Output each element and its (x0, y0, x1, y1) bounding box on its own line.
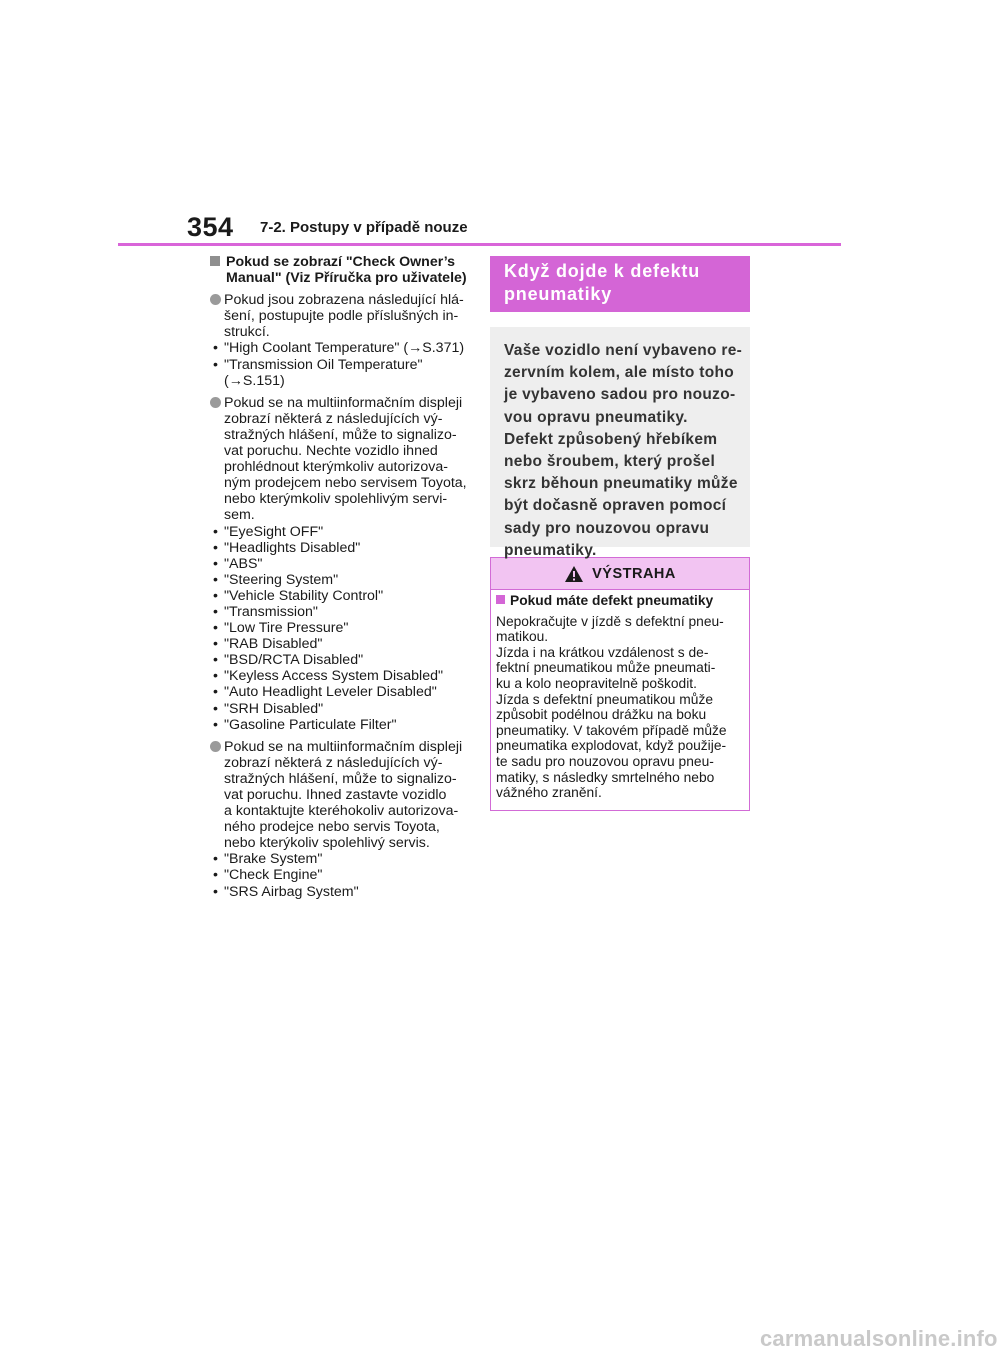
warning-subheading (496, 593, 743, 609)
list-item (210, 357, 472, 389)
list-item (210, 851, 472, 867)
warning-line: Jízda s defektní pneumatikou může (496, 691, 714, 707)
paragraph-line: nebo kterýkoliv spolehlivý servis. (224, 835, 430, 852)
list-item-text: (→S.151) (224, 372, 285, 389)
header-rule (118, 243, 841, 246)
intro-line: vou opravu pneumatiky. (504, 408, 688, 426)
bullet-dot-icon: • (213, 571, 218, 588)
section-heading-line: Manual" (Viz Příručka pro uživatele) (226, 270, 467, 287)
square-bullet-icon (496, 595, 505, 604)
paragraph-line: a kontaktujte kteréhokoliv autorizova- (224, 803, 459, 820)
warning-subheading-text: Pokud máte defekt pneumatiky (510, 593, 714, 608)
list-item (210, 668, 472, 684)
intro-line: být dočasně opraven pomocí (504, 497, 727, 515)
bullet-dot-icon: • (213, 356, 218, 373)
list-item-text: "BSD/RCTA Disabled" (224, 652, 364, 669)
intro-line: skrz běhoun pneumatiky může (504, 475, 738, 493)
warning-line: fektní pneumatikou může pneumati- (496, 660, 716, 676)
paragraph-line: nebo kterýmkoliv spolehlivým servi- (224, 491, 448, 508)
list-item-text: "Steering System" (224, 571, 339, 588)
paragraph (210, 395, 472, 733)
bullet-dot-icon: • (213, 539, 218, 556)
warning-triangle-icon (564, 565, 584, 583)
bullet-dot-icon: • (213, 883, 218, 900)
left-column (210, 254, 472, 900)
warning-box (490, 557, 750, 811)
message-list (210, 340, 472, 388)
banner-title-line: pneumatiky (504, 284, 613, 304)
intro-line: nebo šroubem, který prošel (504, 453, 716, 471)
intro-line: zervním kolem, ale místo toho (504, 364, 735, 382)
bullet-dot-icon: • (213, 340, 218, 357)
list-item-text: "SRH Disabled" (224, 700, 324, 717)
paragraph-line: šení, postupujte podle příslušných in- (224, 308, 459, 325)
list-item-text: "Brake System" (224, 851, 323, 868)
bullet-dot-icon: • (213, 587, 218, 604)
paragraph-line: ného prodejce nebo servis Toyota, (224, 819, 440, 836)
bullet-dot-icon: • (213, 867, 218, 884)
list-item (210, 524, 472, 540)
paragraph-line: stražných hlášení, může to signalizo- (224, 426, 457, 443)
right-column (490, 256, 750, 811)
bullet-dot-icon: • (213, 555, 218, 572)
warning-line: te sadu pro nouzovou opravu pneu- (496, 753, 714, 769)
paragraph (210, 739, 472, 900)
watermark-logo: carmanualsonline.info (760, 1326, 998, 1351)
paragraph-line: prohlédnout kterýmkoliv autorizova- (224, 459, 448, 476)
section-heading (210, 254, 472, 286)
list-item-text: "Gasoline Particulate Filter" (224, 716, 397, 733)
list-item (210, 867, 472, 883)
intro-line: je vybaveno sadou pro nouzo- (504, 386, 736, 404)
round-bullet-icon (210, 741, 221, 752)
paragraph-line: vat poruchu. Nechte vozidlo ihned (224, 443, 438, 460)
square-bullet-icon (210, 256, 220, 266)
list-item-text: "Check Engine" (224, 867, 323, 884)
warning-line: vážného zranění. (496, 785, 602, 801)
warning-line: matiky, s následky smrtelného nebo (496, 769, 715, 785)
paragraph-line: strukcí. (224, 324, 270, 341)
paragraph-line: zobrazí některá z následujících vý- (224, 754, 443, 771)
round-bullet-icon (210, 294, 221, 305)
section-heading-line: Pokud se zobrazí "Check Owner’s (226, 254, 456, 270)
message-list (210, 524, 472, 733)
intro-box (490, 327, 750, 559)
warning-header (491, 558, 749, 590)
bullet-dot-icon: • (213, 700, 218, 717)
list-item (210, 636, 472, 652)
intro-line: sady pro nouzovou opravu (504, 519, 710, 537)
warning-line: způsobit podélnou drážku na boku (496, 707, 707, 723)
paragraph-line: sem. (224, 507, 255, 524)
bullet-dot-icon: • (213, 716, 218, 733)
list-item (210, 340, 472, 356)
list-item-text: "EyeSight OFF" (224, 523, 324, 540)
paragraph-line: stražných hlášení, může to signalizo- (224, 770, 457, 787)
list-item-text: "Transmission" (224, 603, 318, 620)
banner-title-line: Když dojde k defektu (504, 261, 701, 281)
paragraph-list (210, 292, 472, 899)
list-item-text: "Headlights Disabled" (224, 539, 361, 556)
chapter-title: 7-2. Postupy v případě nouze (260, 219, 468, 236)
intro-line: pneumatiky. (504, 541, 597, 559)
list-item (210, 701, 472, 717)
warning-line: ku a kolo neopravitelně poškodit. (496, 675, 697, 691)
warning-text (496, 614, 743, 801)
warning-line: matikou. (496, 629, 549, 645)
list-item (210, 684, 472, 700)
list-item-text: "High Coolant Temperature" (→S.371) (224, 340, 465, 357)
paragraph-line: Pokud se na multiinformačním displeji (224, 394, 463, 411)
bullet-dot-icon: • (213, 684, 218, 701)
paragraph-line: zobrazí některá z následujících vý- (224, 410, 443, 427)
intro-line: Vaše vozidlo není vybaveno re- (504, 342, 743, 359)
list-item (210, 652, 472, 668)
bullet-dot-icon: • (213, 668, 218, 685)
list-item-text: "ABS" (224, 555, 263, 572)
bullet-dot-icon: • (213, 620, 218, 637)
list-item-text: "Keyless Access System Disabled" (224, 668, 444, 685)
intro-text (504, 340, 743, 562)
section-title-banner (490, 256, 750, 312)
paragraph-line: ným prodejcem nebo servisem Toyota, (224, 475, 467, 492)
list-item (210, 556, 472, 572)
warning-title: VÝSTRAHA (592, 565, 676, 582)
warning-line: pneumatiky. V takovém případě může (496, 722, 727, 738)
list-item-text: "Vehicle Stability Control" (224, 587, 384, 604)
list-item (210, 884, 472, 900)
list-item (210, 604, 472, 620)
warning-body (491, 590, 749, 801)
list-item (210, 588, 472, 604)
paragraph-line: vat poruchu. Ihned zastavte vozidlo (224, 787, 447, 803)
bullet-dot-icon: • (213, 523, 218, 540)
warning-line: Nepokračujte v jízdě s defektní pneu- (496, 613, 724, 629)
message-list (210, 851, 472, 899)
list-item-text: "Auto Headlight Leveler Disabled" (224, 684, 437, 701)
paragraph-line: Pokud se na multiinformačním displeji (224, 738, 463, 755)
paragraph-line: Pokud jsou zobrazena následující hlá- (224, 292, 464, 309)
bullet-dot-icon: • (213, 652, 218, 669)
warning-line: Jízda i na krátkou vzdálenost s de- (496, 644, 709, 660)
list-item-text: "RAB Disabled" (224, 636, 323, 653)
list-item (210, 717, 472, 733)
bullet-dot-icon: • (213, 603, 218, 620)
list-item-text: "Low Tire Pressure" (224, 620, 349, 637)
list-item (210, 540, 472, 556)
warning-line: pneumatika explodovat, když použije- (496, 738, 727, 754)
intro-line: Defekt způsobený hřebíkem (504, 430, 718, 448)
paragraph (210, 292, 472, 389)
list-item (210, 620, 472, 636)
list-item (210, 572, 472, 588)
round-bullet-icon (210, 397, 221, 408)
page-number: 354 (187, 212, 234, 242)
list-item-text: "SRS Airbag System" (224, 883, 359, 900)
list-item-text: "Transmission Oil Temperature" (224, 356, 423, 373)
bullet-dot-icon: • (213, 636, 218, 653)
bullet-dot-icon: • (213, 851, 218, 868)
